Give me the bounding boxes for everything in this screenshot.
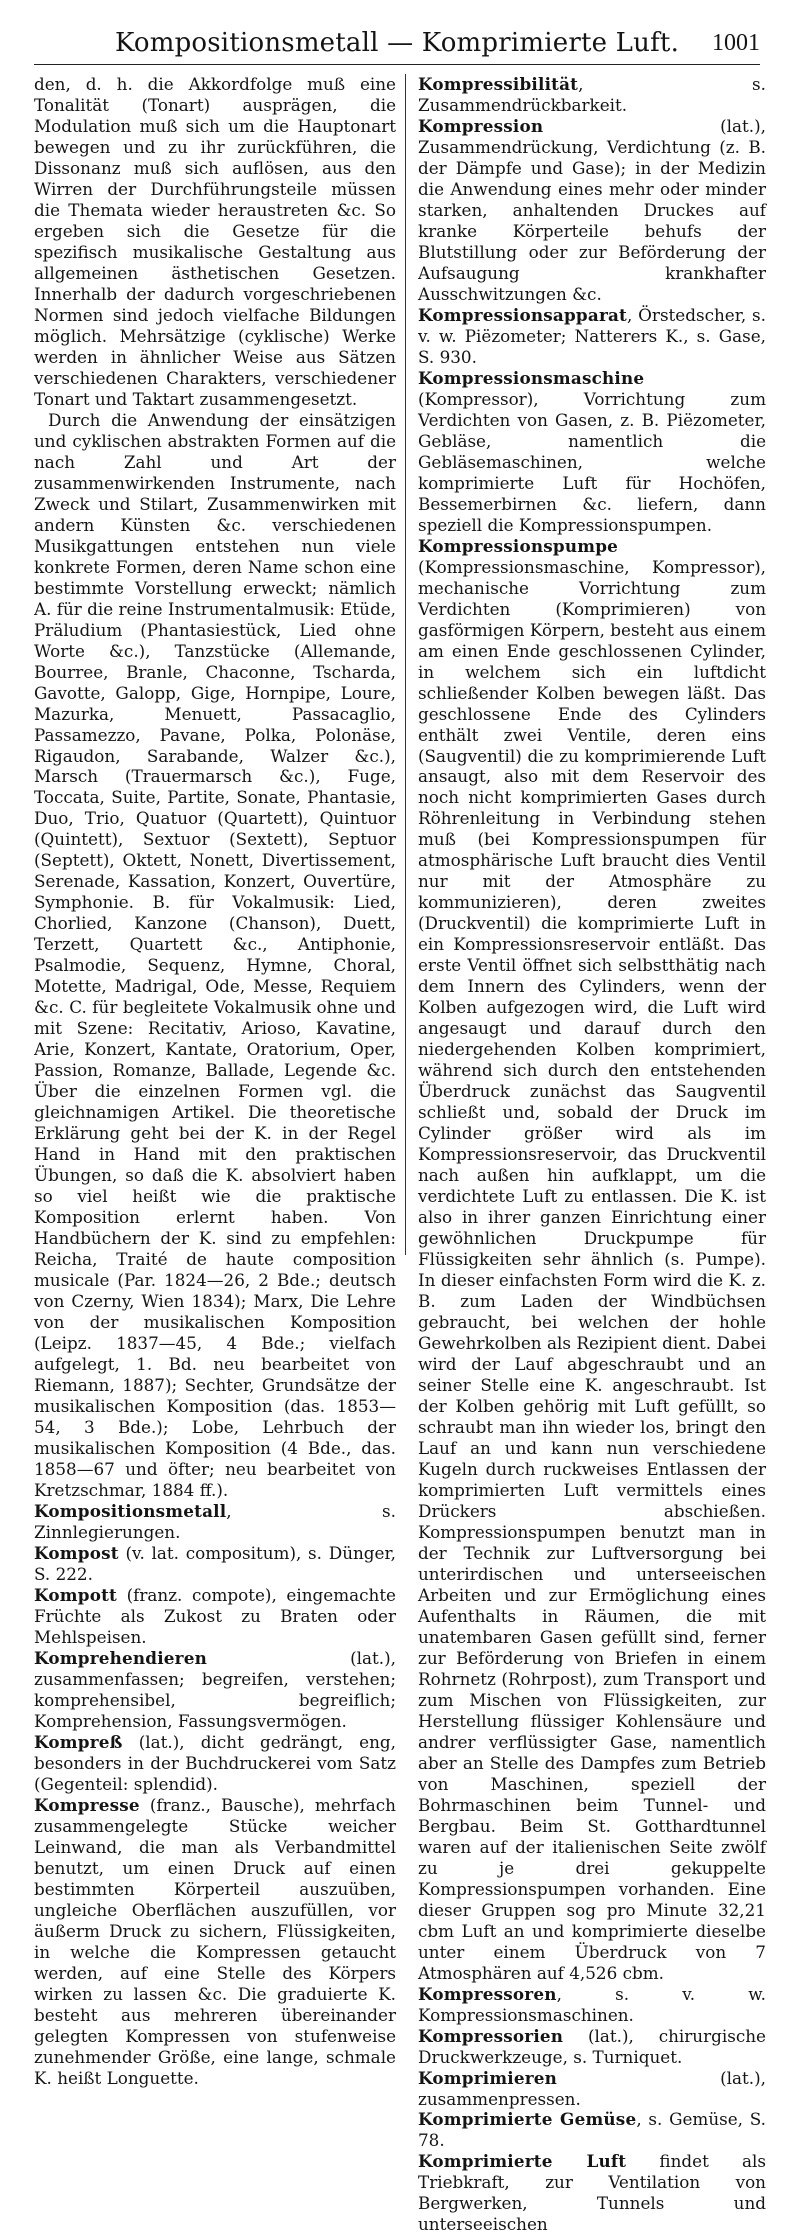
continued-paragraph: den, d. h. die Akkordfolge muß eine Tonalität (Tonart) ausprägen, die Modulation muß sich um die Hauptonart bewegen und zu ihr zurückführen, die Dissonanz muß sich auflösen, aus den Wirren der Durchführungsteile müssen die Themata wieder heraustreten &c. So ergeben sich die Gesetze für die spezifisch musikalische Gestaltung aus allgemeinen ästhetischen Gesetzen. Innerhalb der dadurch vorgeschriebenen Normen sind jedoch vielfache Bildungen möglich. Mehrsätzige (cyklische) Werke werden in ähnlicher Weise aus Sätzen verschiedenen Charakters, verschiedener Tonart und Taktart zusammengesetzt. [34,74,396,409]
entry-text: , s. v. w. Kompressionsmaschinen. [418,1983,766,2025]
headword: Kompressionsapparat [418,304,628,325]
entry-text: (lat.), zusammenfassen; begreifen, verstehen; komprehensibel, begreiflich; Komprehension, Fassungsvermögen. [34,1647,396,1731]
entry-text: (v. lat. compositum), s. Dünger, S. 222. [34,1542,396,1584]
entry-text: (lat.), zusammenpressen. [418,2067,766,2109]
entry-text: (franz. compote), eingemachte Früchte als Zukost zu Braten oder Mehlspeisen. [34,1584,396,1647]
entry-text: (lat.), Zusammendrückung, Verdichtung (z. B. der Dämpfe und Gase); in der Medizin die Anwendung eines mehr oder minder starken, anhaltenden Druckes auf kranke Körperteile behufs der Blutstillung oder zur Beförderung der Aufsaugung krankhafter Ausschwitzungen &c. [418,115,766,304]
running-title: Kompositionsmetall — Komprimierte Luft. [114,28,680,58]
headword: Kompost [34,1542,119,1563]
headword: Kompressoren [418,1983,557,2004]
entry-kompresse [34,1795,396,2089]
entry-kompositionsmetall [34,1501,396,1543]
entry-kompressionsapparat [418,305,766,368]
entry-text: , Örstedscher, s. v. w. Piëzometer; Natterers K., s. Gase, S. 930. [418,304,766,367]
entry-komprimieren [418,2068,766,2110]
headword: Kompressorien [418,2025,564,2046]
entry-text: , s. Zusammendrückbarkeit. [418,74,766,115]
headword: Komprehendieren [34,1647,208,1668]
entry-kompressoren [418,1984,766,2026]
entry-kompressionspumpe [418,536,766,1984]
column-divider [405,74,406,1255]
page-number: 1001 [712,30,760,56]
headword: Komprimierte Gemüse [418,2109,637,2130]
headword: Kompressibilität [418,74,579,94]
entry-text: findet als Triebkraft, zur Ventilation von Bergwerken, Tunnels und unterseeischen [418,2151,766,2235]
headword: Komprimieren [418,2067,558,2088]
entry-text: (lat.), dicht gedrängt, eng, besonders in der Buchdruckerei vom Satz (Gegenteil: splendid). [34,1731,396,1794]
entry-text: , s. Gemüse, S. 78. [418,2109,766,2151]
headword: Kompressionsmaschine [418,367,645,388]
left-column [34,74,396,2088]
entry-kompressibilitaet [418,74,766,116]
entry-text: (Kompressor), Vorrichtung zum Verdichten von Gasen, z. B. Piëzometer, Gebläse, namentlich die Gebläsemaschinen, welche komprimierte Luft für Hochöfen, Bessemerbirnen &c. liefern, dann speziell die Kompressionspumpen. [418,388,766,535]
headword: Kompreß [34,1731,123,1752]
entry-kompost [34,1543,396,1585]
entry-text: , s. Zinnlegierungen. [34,1500,396,1542]
right-column [418,74,766,2235]
entry-text: (lat.), chirurgische Druckwerkzeuge, s. Turniquet. [418,2025,766,2067]
entry-komprimierte-luft [418,2151,766,2235]
forms-paragraph: Durch die Anwendung der einsätzigen und cyklischen abstrakten Formen auf die nach Zahl und Art der zusammenwirkenden Instrumente, nach Zweck und Stilart, Zusammenwirken mit andern Künsten &c. verschiedenen Musikgattungen entstehen nun viele konkrete Formen, deren Name schon eine bestimmte Vorstellung erweckt; nämlich A. für die reine Instrumentalmusik: Etüde, Präludium (Phantasiestück, Lied ohne Worte &c.), Tanzstücke (Allemande, Bourree, Branle, Chaconne, Tscharda, Gavotte, Galopp, Gige, Hornpipe, Loure, Mazurka, Menuett, Passacaglio, Passamezzo, Pavane, Polka, Polonäse, Rigaudon, Sarabande, Walzer &c.), Marsch (Trauermarsch &c.), Fuge, Toccata, Suite, Partite, Sonate, Phantasie, Duo, Trio, Quatuor (Quartett), Quintuor (Quintett), Sextuor (Sextett), Septuor (Septett), Oktett, Nonett, Divertissement, Serenade, Kassation, Konzert, Ouvertüre, Symphonie. B. für Vokalmusik: Lied, Chorlied, Kanzone (Chanson), Duett, Terzett, Quartett &c., Antiphonie, Psalmodie, Sequenz, Hymne, Choral, Motette, Madrigal, Ode, Messe, Requiem &c. C. für begleitete Vokalmusik ohne und mit Szene: Recitativ, Arioso, Kavatine, Arie, Konzert, Kantate, Oratorium, Oper, Passion, Romanze, Ballade, Legende &c. Über die einzelnen Formen vgl. die gleichnamigen Artikel. Die theoretische Erklärung geht bei der K. in der Regel Hand in Hand mit den praktischen Übungen, so daß die K. absolviert haben so viel heißt wie die praktische Komposition erlernt haben. Von Handbüchern der K. sind zu empfehlen: Reicha, Traité de haute composition musicale (Par. 1824—26, 2 Bde.; deutsch von Czerny, Wien 1834); Marx, Die Lehre von der musikalischen Komposition (Leipz. 1837—45, 4 Bde.; vielfach aufgelegt, 1. Bd. neu bearbeitet von Riemann, 1887); Sechter, Grundsätze der musikalischen Komposition (das. 1853—54, 3 Bde.); Lobe, Lehrbuch der musikalischen Komposition (4 Bde., das. 1858—67 und öfter; neu bearbeitet von Kretzschmar, 1884 ff.). [34,409,396,1500]
entry-kompressionsmaschine [418,368,766,536]
headword: Kompression [418,115,544,136]
entry-text: (Kompressionsmaschine, Kompressor), mechanische Vorrichtung zum Verdichten (Komprimieren) von gasförmigen Körpern, besteht aus einem am einen Ende geschlossenen Cylinder, in welchem sich ein luftdicht schließender Kolben bewegen läßt. Das geschlossene Ende des Cylinders enthält zwei Ventile, deren eins (Saugventil) die zu komprimierende Luft ansaugt, also mit dem Reservoir des noch nicht komprimierten Gases durch Röhrenleitung in Verbindung stehen muß (bei Kompressionspumpen für atmosphärische Luft braucht dies Ventil nur mit der Atmosphäre zu kommunizieren), deren zweites (Druckventil) die komprimierte Luft in ein Kompressionsreservoir entläßt. Das erste Ventil öffnet sich selbstthätig nach dem Innern des Cylinders, wenn der Kolben aufgezogen wird, die Luft wird angesaugt und darauf durch den niedergehenden Kolben komprimiert, während sich durch den entstehenden Überdruck zunächst das Saugventil schließt und, sobald der Druck im Cylinder größer wird als im Kompressionsreservoir, das Druckventil nach außen hin aufklappt, um die verdichtete Luft zu entlassen. Die K. ist also in ihrer ganzen Einrichtung einer gewöhnlichen Druckpumpe für Flüssigkeiten sehr ähnlich (s. Pumpe). In dieser einfachsten Form wird die K. z. B. zum Laden der Windbüchsen gebraucht, bei welchen der hohle Gewehrkolben als Rezipient dient. Dabei wird der Lauf abgeschraubt und an seiner Stelle eine K. angeschraubt. Ist der Kolben gehörig mit Luft gefüllt, so schraubt man ihn wieder los, bringt den Lauf an und kann nun verschiedene Kugeln durch ruckweises Entlassen der komprimierten Luft vermittels eines Drückers abschießen. Kompressionspumpen benutzt man in der Technik zur Luftversorgung bei unterirdischen und unterseeischen Arbeiten und zur Ermöglichung eines Aufenthalts in Räumen, die mit unatembaren Gasen gefüllt sind, ferner zur Beförderung von Briefen in einem Rohrnetz (Rohrpost), zum Transport und zum Mischen von Flüssigkeiten, zur Herstellung flüssiger Kohlensäure und andrer verflüssigter Gase, namentlich aber an Stelle des Dampfes zum Betrieb von Maschinen, speziell der Bohrmaschinen beim Tunnel- und Bergbau. Beim St. Gotthardtunnel waren auf der italienischen Seite zwölf zu je drei gekuppelte Kompressionspumpen vorhanden. Eine dieser Gruppen sog pro Minute 32,21 cbm Luft an und komprimierte dieselbe unter einem Überdruck von 7 Atmosphären auf 4,526 cbm. [418,556,766,1983]
entry-kompott [34,1585,396,1648]
headword: Kompott [34,1584,117,1605]
entry-kompress [34,1732,396,1795]
headword: Komprimierte Luft [418,2151,627,2172]
entry-kompression [418,116,766,305]
headword: Kompresse [34,1794,140,1815]
running-header [34,24,760,65]
headword: Kompositionsmetall [34,1500,227,1521]
entry-kompressorien [418,2026,766,2068]
headword: Kompressionspumpe [418,535,619,556]
entry-komprehendieren [34,1648,396,1732]
entry-text: (franz., Bausche), mehrfach zusammengelegte Stücke weicher Leinwand, die man als Verbandmittel benutzt, um einen Druck auf einen bestimmten Körperteil auszuüben, ungleiche Oberflächen auszufüllen, vor äußerm Druck zu sichern, Flüssigkeiten, in welche die Kompressen getaucht werden, auf eine Stelle des Körpers wirken zu lassen &c. Die graduierte K. besteht aus mehreren übereinander gelegten Kompressen von stufenweise zunehmender Größe, eine lange, schmale K. heißt Longuette. [34,1794,396,2088]
entry-komprimierte-gemuese [418,2109,766,2151]
